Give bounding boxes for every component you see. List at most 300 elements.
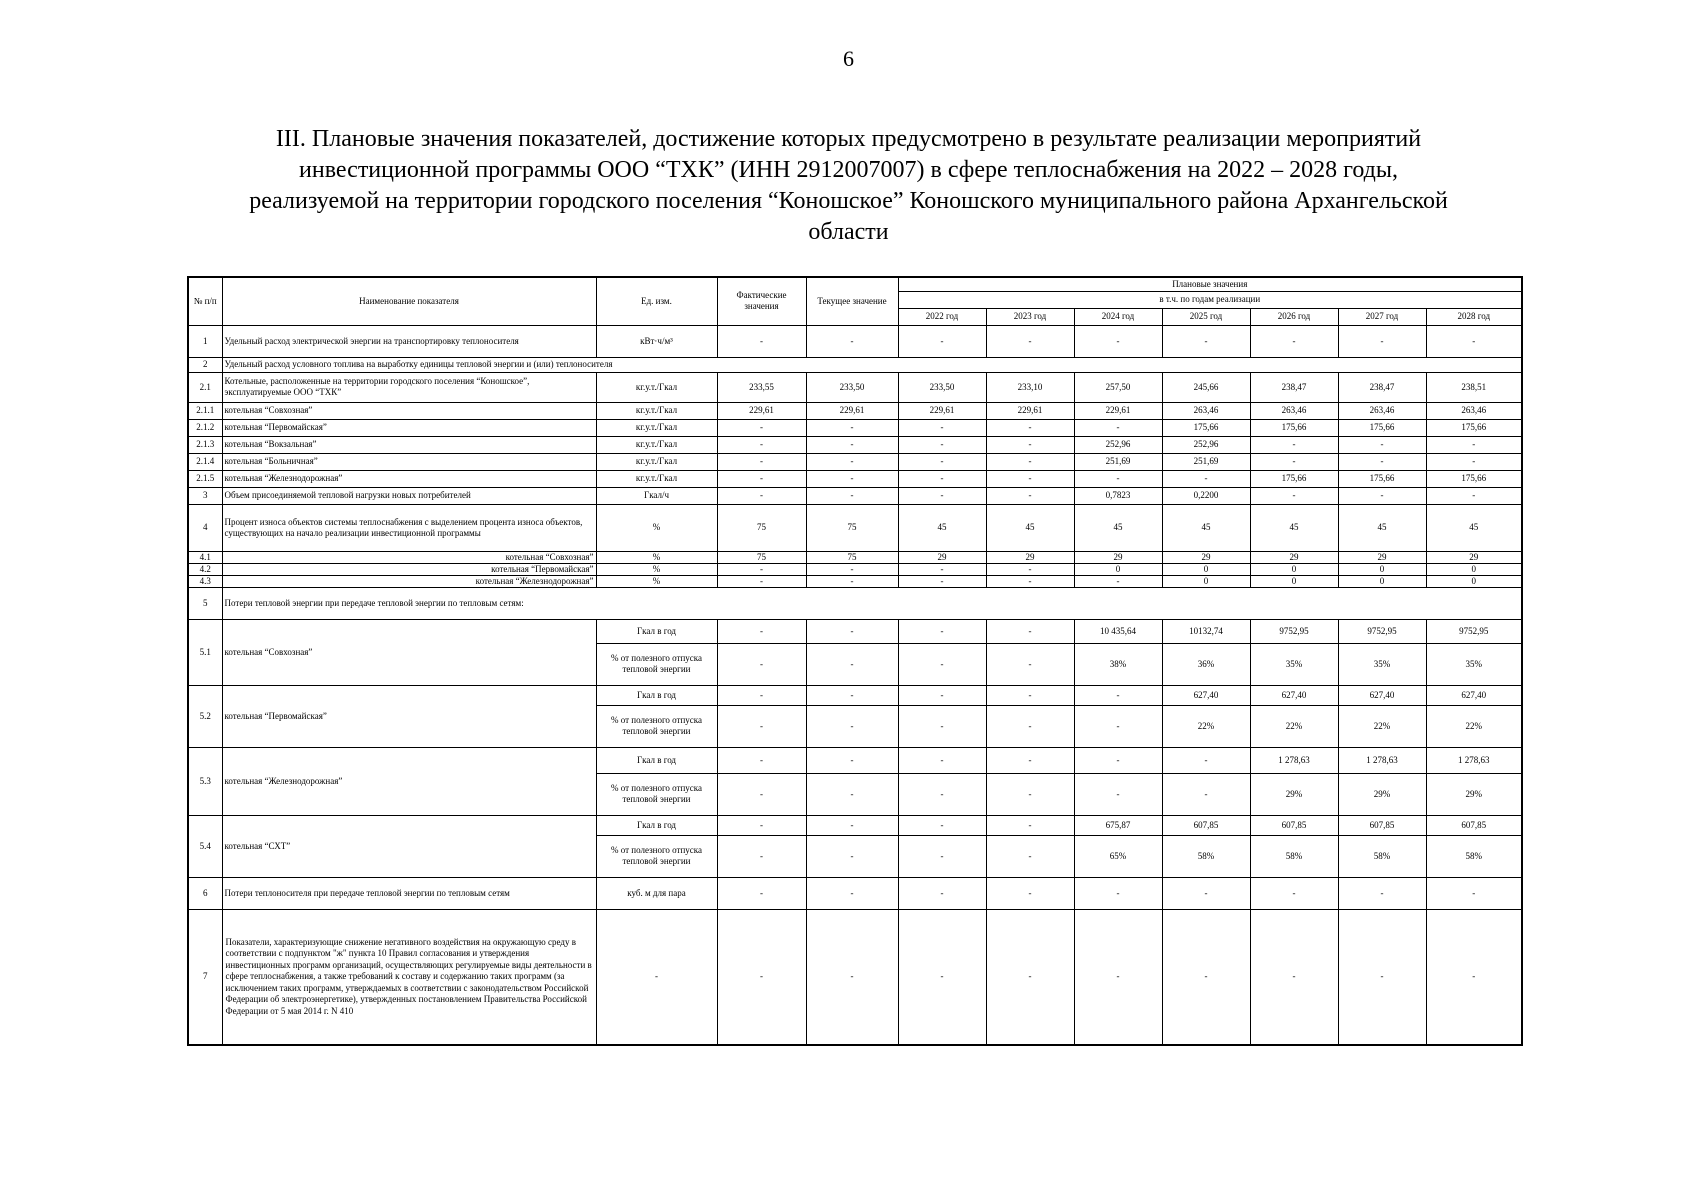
year-value-cell: 22% — [1250, 705, 1338, 747]
year-value-cell: - — [898, 619, 986, 643]
unit-cell: % — [596, 551, 717, 563]
year-value-cell: - — [986, 419, 1074, 436]
indicator-name: котельная “Совхозная” — [222, 402, 596, 419]
year-value-cell: 175,66 — [1338, 470, 1426, 487]
year-value-cell: 229,61 — [898, 402, 986, 419]
year-value-cell: 627,40 — [1250, 685, 1338, 705]
year-value-cell: - — [1338, 325, 1426, 357]
current-value-cell: - — [806, 470, 898, 487]
year-value-cell: 0 — [1074, 563, 1162, 575]
current-value-cell: 75 — [806, 504, 898, 551]
header-year: 2028 год — [1426, 308, 1522, 325]
current-value-cell: - — [806, 705, 898, 747]
year-value-cell: 252,96 — [1074, 436, 1162, 453]
year-value-cell: - — [1250, 487, 1338, 504]
year-value-cell: - — [986, 877, 1074, 909]
year-value-cell: 263,46 — [1338, 402, 1426, 419]
row-number: 2.1.5 — [188, 470, 222, 487]
year-value-cell: - — [1074, 575, 1162, 587]
year-value-cell: 175,66 — [1426, 419, 1522, 436]
year-value-cell: 238,51 — [1426, 372, 1522, 402]
unit-cell: % от полезного отпуска тепловой энергии — [596, 643, 717, 685]
indicator-name: котельная “Больничная” — [222, 453, 596, 470]
row-number: 4.1 — [188, 551, 222, 563]
year-value-cell: 229,61 — [1074, 402, 1162, 419]
section-heading: Удельный расход условного топлива на выработку единицы тепловой энергии и (или) теплоносителя — [222, 357, 1522, 372]
year-value-cell: 263,46 — [1426, 402, 1522, 419]
year-value-cell: - — [1074, 747, 1162, 773]
header-name: Наименование показателя — [222, 277, 596, 325]
year-value-cell: - — [986, 815, 1074, 835]
row-number: 2.1.3 — [188, 436, 222, 453]
actual-value-cell: - — [717, 563, 806, 575]
current-value-cell: - — [806, 747, 898, 773]
table-row — [188, 325, 1522, 357]
year-value-cell: - — [986, 909, 1074, 1045]
year-value-cell: 45 — [1074, 504, 1162, 551]
year-value-cell: 252,96 — [1162, 436, 1250, 453]
actual-value-cell: 75 — [717, 504, 806, 551]
year-value-cell: 1 278,63 — [1338, 747, 1426, 773]
year-value-cell: - — [898, 909, 986, 1045]
year-value-cell: - — [1162, 773, 1250, 815]
year-value-cell: 175,66 — [1250, 470, 1338, 487]
year-value-cell: - — [898, 453, 986, 470]
current-value-cell: 229,61 — [806, 402, 898, 419]
year-value-cell: 0,7823 — [1074, 487, 1162, 504]
table-row — [188, 372, 1522, 402]
year-value-cell: 229,61 — [986, 402, 1074, 419]
current-value-cell: - — [806, 563, 898, 575]
actual-value-cell: - — [717, 619, 806, 643]
row-number: 5.2 — [188, 685, 222, 747]
year-value-cell: 38% — [1074, 643, 1162, 685]
indicator-name: котельная “Железнодорожная” — [222, 747, 596, 815]
year-value-cell: - — [898, 436, 986, 453]
year-value-cell: - — [986, 835, 1074, 877]
current-value-cell: - — [806, 453, 898, 470]
year-value-cell: 29 — [1074, 551, 1162, 563]
table-row — [188, 470, 1522, 487]
year-value-cell: - — [1426, 877, 1522, 909]
indicator-name: котельная “Вокзальная” — [222, 436, 596, 453]
table-row — [188, 619, 1522, 643]
section-heading: Потери тепловой энергии при передаче тепловой энергии по тепловым сетям: — [222, 587, 1522, 619]
year-value-cell: - — [1162, 325, 1250, 357]
year-value-cell: 0 — [1426, 575, 1522, 587]
table-row — [188, 402, 1522, 419]
actual-value-cell: - — [717, 815, 806, 835]
header-year: 2026 год — [1250, 308, 1338, 325]
year-value-cell: 0 — [1250, 575, 1338, 587]
year-value-cell: 45 — [898, 504, 986, 551]
header-unit: Ед. изм. — [596, 277, 717, 325]
header-year: 2027 год — [1338, 308, 1426, 325]
year-value-cell: 607,85 — [1338, 815, 1426, 835]
current-value-cell: - — [806, 643, 898, 685]
table-row — [188, 815, 1522, 835]
table-row — [188, 504, 1522, 551]
unit-cell: Гкал в год — [596, 815, 717, 835]
table-row — [188, 587, 1522, 619]
unit-cell: Гкал в год — [596, 619, 717, 643]
year-value-cell: - — [1250, 325, 1338, 357]
row-number: 4 — [188, 504, 222, 551]
table-row — [188, 685, 1522, 705]
year-value-cell: 45 — [986, 504, 1074, 551]
actual-value-cell: - — [717, 835, 806, 877]
year-value-cell: - — [1250, 877, 1338, 909]
header-year: 2023 год — [986, 308, 1074, 325]
unit-cell: Гкал в год — [596, 685, 717, 705]
year-value-cell: - — [1074, 877, 1162, 909]
year-value-cell: 0 — [1426, 563, 1522, 575]
page-number: 6 — [843, 46, 854, 71]
title-line: инвестиционной программы ООО “ТХК” (ИНН 2912007007) в сфере теплоснабжения на 2022 – 2028 годы, — [299, 157, 1398, 183]
indicator-name: Потери теплоносителя при передаче тепловой энергии по тепловым сетям — [222, 877, 596, 909]
year-value-cell: 251,69 — [1162, 453, 1250, 470]
year-value-cell: 35% — [1250, 643, 1338, 685]
row-number: 2.1.2 — [188, 419, 222, 436]
year-value-cell: 0 — [1338, 575, 1426, 587]
indicator-name: котельная “Первомайская” — [222, 419, 596, 436]
year-value-cell: 45 — [1338, 504, 1426, 551]
unit-cell: кг.у.т./Гкал — [596, 419, 717, 436]
unit-cell: % от полезного отпуска тепловой энергии — [596, 705, 717, 747]
year-value-cell: 1 278,63 — [1250, 747, 1338, 773]
indicator-name: котельная “Железнодорожная” — [222, 470, 596, 487]
actual-value-cell: - — [717, 470, 806, 487]
year-value-cell: - — [1162, 909, 1250, 1045]
unit-cell: кг.у.т./Гкал — [596, 470, 717, 487]
year-value-cell: - — [898, 487, 986, 504]
row-number: 5 — [188, 587, 222, 619]
year-value-cell: - — [1426, 325, 1522, 357]
current-value-cell: - — [806, 419, 898, 436]
year-value-cell: 45 — [1426, 504, 1522, 551]
current-value-cell: - — [806, 909, 898, 1045]
year-value-cell: - — [898, 325, 986, 357]
actual-value-cell: - — [717, 436, 806, 453]
year-value-cell: 675,87 — [1074, 815, 1162, 835]
unit-cell: кг.у.т./Гкал — [596, 372, 717, 402]
unit-cell: % от полезного отпуска тепловой энергии — [596, 773, 717, 815]
unit-cell: кг.у.т./Гкал — [596, 453, 717, 470]
year-value-cell: 9752,95 — [1250, 619, 1338, 643]
indicator-name: Объем присоединяемой тепловой нагрузки новых потребителей — [222, 487, 596, 504]
unit-cell: % — [596, 504, 717, 551]
header-actual: Фактические значения — [717, 277, 806, 325]
year-value-cell: - — [1338, 487, 1426, 504]
year-value-cell: 35% — [1426, 643, 1522, 685]
year-value-cell: - — [1162, 747, 1250, 773]
year-value-cell: 58% — [1250, 835, 1338, 877]
year-value-cell: - — [898, 563, 986, 575]
year-value-cell: - — [1338, 909, 1426, 1045]
year-value-cell: 35% — [1338, 643, 1426, 685]
year-value-cell: 263,46 — [1162, 402, 1250, 419]
year-value-cell: - — [1338, 877, 1426, 909]
actual-value-cell: - — [717, 643, 806, 685]
table-row — [188, 551, 1522, 563]
header-num: № п/п — [188, 277, 222, 325]
indicator-name: котельная “СХТ” — [222, 815, 596, 877]
year-value-cell: 245,66 — [1162, 372, 1250, 402]
year-value-cell: - — [986, 436, 1074, 453]
table-row — [188, 747, 1522, 773]
year-value-cell: 263,46 — [1250, 402, 1338, 419]
year-value-cell: - — [986, 563, 1074, 575]
year-value-cell: 36% — [1162, 643, 1250, 685]
header-planned: Плановые значения — [898, 277, 1522, 291]
row-number: 2 — [188, 357, 222, 372]
row-number: 4.2 — [188, 563, 222, 575]
indicator-name: котельная “Совхозная” — [222, 619, 596, 685]
row-number: 7 — [188, 909, 222, 1045]
year-value-cell: - — [986, 575, 1074, 587]
row-number: 5.3 — [188, 747, 222, 815]
indicator-name: котельная “Железнодорожная” — [222, 575, 596, 587]
year-value-cell: - — [1338, 436, 1426, 453]
year-value-cell: - — [986, 773, 1074, 815]
actual-value-cell: - — [717, 773, 806, 815]
title-line: III. Плановые значения показателей, достижение которых предусмотрено в результате реализации мероприятий — [275, 126, 1422, 152]
indicators-table — [187, 276, 1523, 1046]
year-value-cell: - — [986, 325, 1074, 357]
header-year: 2022 год — [898, 308, 986, 325]
actual-value-cell: - — [717, 877, 806, 909]
year-value-cell: 233,50 — [898, 372, 986, 402]
year-value-cell: - — [986, 619, 1074, 643]
actual-value-cell: 233,55 — [717, 372, 806, 402]
year-value-cell: 233,10 — [986, 372, 1074, 402]
year-value-cell: - — [1074, 705, 1162, 747]
year-value-cell: 627,40 — [1338, 685, 1426, 705]
year-value-cell: 607,85 — [1250, 815, 1338, 835]
year-value-cell: 29 — [1162, 551, 1250, 563]
current-value-cell: - — [806, 575, 898, 587]
year-value-cell: 22% — [1162, 705, 1250, 747]
year-value-cell: 607,85 — [1162, 815, 1250, 835]
table-row — [188, 575, 1522, 587]
unit-cell: куб. м для пара — [596, 877, 717, 909]
year-value-cell: - — [1074, 909, 1162, 1045]
indicator-name: Котельные, расположенные на территории городского поселения “Коношское”, эксплуатируемые ООО “ТХК” — [222, 372, 596, 402]
year-value-cell: - — [898, 419, 986, 436]
actual-value-cell: - — [717, 705, 806, 747]
year-value-cell: - — [986, 453, 1074, 470]
table-row — [188, 877, 1522, 909]
header-year: 2024 год — [1074, 308, 1162, 325]
actual-value-cell: 229,61 — [717, 402, 806, 419]
current-value-cell: - — [806, 877, 898, 909]
indicator-name: котельная “Совхозная” — [222, 551, 596, 563]
year-value-cell: 0 — [1250, 563, 1338, 575]
title-line: области — [808, 219, 889, 245]
year-value-cell: - — [1338, 453, 1426, 470]
current-value-cell: - — [806, 619, 898, 643]
year-value-cell: 58% — [1162, 835, 1250, 877]
year-value-cell: 238,47 — [1250, 372, 1338, 402]
year-value-cell: 9752,95 — [1338, 619, 1426, 643]
year-value-cell: 58% — [1338, 835, 1426, 877]
table-row — [188, 436, 1522, 453]
current-value-cell: 233,50 — [806, 372, 898, 402]
row-number: 3 — [188, 487, 222, 504]
year-value-cell: 175,66 — [1162, 419, 1250, 436]
year-value-cell: - — [1162, 470, 1250, 487]
unit-cell: кВт·ч/м³ — [596, 325, 717, 357]
year-value-cell: - — [986, 747, 1074, 773]
year-value-cell: - — [1426, 453, 1522, 470]
year-value-cell: - — [986, 643, 1074, 685]
table-row — [188, 419, 1522, 436]
current-value-cell: - — [806, 773, 898, 815]
actual-value-cell: - — [717, 685, 806, 705]
year-value-cell: 65% — [1074, 835, 1162, 877]
current-value-cell: 75 — [806, 551, 898, 563]
year-value-cell: - — [898, 815, 986, 835]
year-value-cell: - — [898, 643, 986, 685]
year-value-cell: - — [1074, 685, 1162, 705]
year-value-cell: - — [898, 575, 986, 587]
year-value-cell: - — [898, 685, 986, 705]
year-value-cell: 607,85 — [1426, 815, 1522, 835]
row-number: 2.1.1 — [188, 402, 222, 419]
year-value-cell: 29 — [986, 551, 1074, 563]
current-value-cell: - — [806, 487, 898, 504]
unit-cell: % от полезного отпуска тепловой энергии — [596, 835, 717, 877]
year-value-cell: 29% — [1338, 773, 1426, 815]
year-value-cell: - — [1426, 909, 1522, 1045]
year-value-cell: 29% — [1426, 773, 1522, 815]
year-value-cell: - — [1250, 453, 1338, 470]
year-value-cell: 251,69 — [1074, 453, 1162, 470]
row-number: 6 — [188, 877, 222, 909]
unit-cell: Гкал в год — [596, 747, 717, 773]
year-value-cell: - — [898, 705, 986, 747]
year-value-cell: 0 — [1162, 563, 1250, 575]
header-current: Текущее значение — [806, 277, 898, 325]
unit-cell: кг.у.т./Гкал — [596, 402, 717, 419]
year-value-cell: 175,66 — [1426, 470, 1522, 487]
table-row — [188, 357, 1522, 372]
year-value-cell: 627,40 — [1162, 685, 1250, 705]
year-value-cell: 0,2200 — [1162, 487, 1250, 504]
year-value-cell: 22% — [1426, 705, 1522, 747]
table-row — [188, 563, 1522, 575]
row-number: 5.4 — [188, 815, 222, 877]
row-number: 2.1 — [188, 372, 222, 402]
year-value-cell: - — [1250, 436, 1338, 453]
current-value-cell: - — [806, 436, 898, 453]
unit-cell: - — [596, 909, 717, 1045]
year-value-cell: - — [986, 685, 1074, 705]
current-value-cell: - — [806, 325, 898, 357]
year-value-cell: 10 435,64 — [1074, 619, 1162, 643]
year-value-cell: 29 — [1426, 551, 1522, 563]
year-value-cell: - — [898, 877, 986, 909]
year-value-cell: - — [898, 835, 986, 877]
row-number: 5.1 — [188, 619, 222, 685]
year-value-cell: 45 — [1250, 504, 1338, 551]
header-year: 2025 год — [1162, 308, 1250, 325]
row-number: 1 — [188, 325, 222, 357]
year-value-cell: - — [1162, 877, 1250, 909]
actual-value-cell: - — [717, 575, 806, 587]
year-value-cell: 627,40 — [1426, 685, 1522, 705]
year-value-cell: 9752,95 — [1426, 619, 1522, 643]
year-value-cell: - — [898, 773, 986, 815]
indicators-table-wrapper — [187, 276, 1521, 1046]
year-value-cell: 29 — [898, 551, 986, 563]
year-value-cell: - — [1074, 325, 1162, 357]
table-row — [188, 487, 1522, 504]
actual-value-cell: - — [717, 487, 806, 504]
row-number: 4.3 — [188, 575, 222, 587]
year-value-cell: 1 278,63 — [1426, 747, 1522, 773]
year-value-cell: 29 — [1250, 551, 1338, 563]
year-value-cell: - — [1074, 470, 1162, 487]
year-value-cell: - — [898, 470, 986, 487]
actual-value-cell: - — [717, 909, 806, 1045]
year-value-cell: - — [898, 747, 986, 773]
unit-cell: кг.у.т./Гкал — [596, 436, 717, 453]
table-row — [188, 453, 1522, 470]
actual-value-cell: - — [717, 419, 806, 436]
current-value-cell: - — [806, 835, 898, 877]
year-value-cell: 238,47 — [1338, 372, 1426, 402]
year-value-cell: 0 — [1338, 563, 1426, 575]
year-value-cell: - — [1426, 487, 1522, 504]
year-value-cell: - — [1250, 909, 1338, 1045]
table-row — [188, 909, 1522, 1045]
year-value-cell: 22% — [1338, 705, 1426, 747]
title-line: реализуемой на территории городского поселения “Коношское” Коношского муниципального района Архангельской — [249, 188, 1448, 214]
actual-value-cell: - — [717, 747, 806, 773]
year-value-cell: 58% — [1426, 835, 1522, 877]
actual-value-cell: - — [717, 453, 806, 470]
year-value-cell: - — [1074, 419, 1162, 436]
current-value-cell: - — [806, 685, 898, 705]
year-value-cell: 175,66 — [1338, 419, 1426, 436]
indicator-name: Процент износа объектов системы теплоснабжения с выделением процента износа объектов, существующих на начало реализации инвестиционной программы — [222, 504, 596, 551]
indicator-name: котельная “Первомайская” — [222, 563, 596, 575]
year-value-cell: - — [1074, 773, 1162, 815]
year-value-cell: - — [986, 487, 1074, 504]
header-by-years: в т.ч. по годам реализации — [898, 291, 1522, 308]
row-number: 2.1.4 — [188, 453, 222, 470]
indicator-name: Удельный расход электрической энергии на транспортировку теплоносителя — [222, 325, 596, 357]
page-title — [160, 124, 1537, 248]
unit-cell: Гкал/ч — [596, 487, 717, 504]
year-value-cell: 29% — [1250, 773, 1338, 815]
year-value-cell: 29 — [1338, 551, 1426, 563]
year-value-cell: - — [1426, 436, 1522, 453]
year-value-cell: 257,50 — [1074, 372, 1162, 402]
indicator-name: Показатели, характеризующие снижение негативного воздействия на окружающую среду в соответствии с подпунктом "ж" пункта 10 Правил согласования и утверждения инвестиционных программ организаций, осуществляющих регулируемые виды деятельности в сфере теплоснабжения, а также требований к составу и содержанию таких программ (за исключением таких программ, утверждаемых в соответствии с законодательством Российской Федерации об электроэнергетике), утвержденных постановлением Правительства Российской Федерации от 5 мая 2014 г. N 410 — [222, 909, 596, 1045]
actual-value-cell: 75 — [717, 551, 806, 563]
year-value-cell: 175,66 — [1250, 419, 1338, 436]
actual-value-cell: - — [717, 325, 806, 357]
current-value-cell: - — [806, 815, 898, 835]
unit-cell: % — [596, 563, 717, 575]
year-value-cell: - — [986, 705, 1074, 747]
indicator-name: котельная “Первомайская” — [222, 685, 596, 747]
year-value-cell: - — [986, 470, 1074, 487]
year-value-cell: 0 — [1162, 575, 1250, 587]
unit-cell: % — [596, 575, 717, 587]
